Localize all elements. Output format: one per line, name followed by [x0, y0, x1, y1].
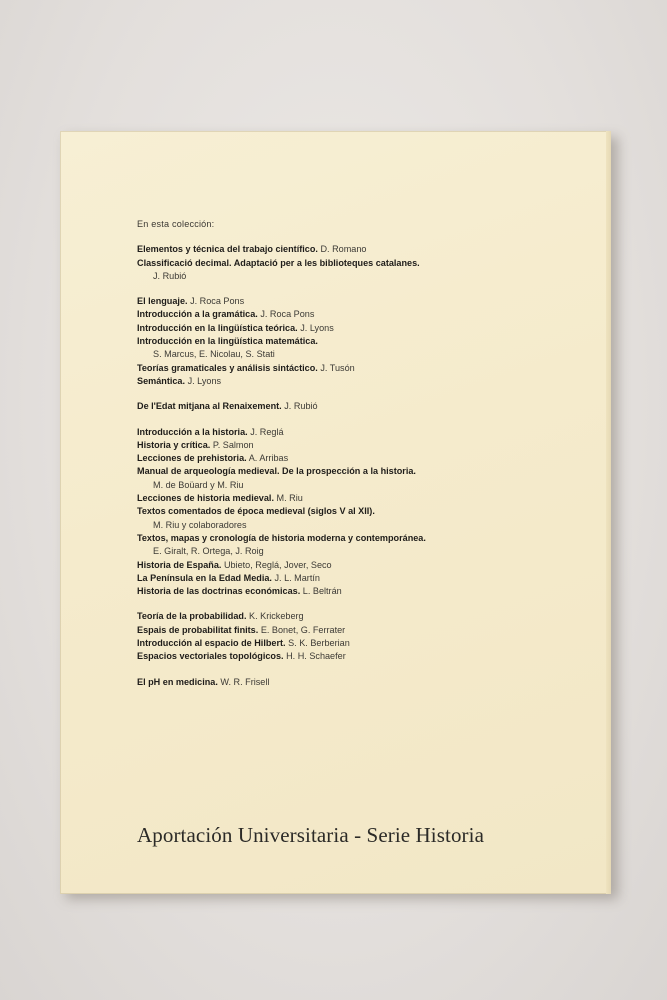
- book-author: P. Salmon: [212, 439, 254, 450]
- book-author: W. R. Frisell: [220, 676, 270, 687]
- book-entry: [137, 426, 597, 439]
- series-title: Aportación Universitaria - Serie Historia: [137, 823, 484, 847]
- book-entry: [137, 559, 597, 572]
- book-title: Textos comentados de época medieval (siglos V al XII).: [137, 506, 375, 517]
- book-title: Teorías gramaticales y análisis sintáctico.: [137, 362, 318, 373]
- book-entry: [137, 585, 597, 598]
- book-title: Teoría de la probabilidad.: [137, 611, 247, 622]
- book-author-continued: S. Marcus, E. Nicolau, S. Stati: [153, 349, 275, 360]
- book-entry: [137, 308, 597, 321]
- book-entry: [137, 322, 597, 335]
- book-author: J. Lyons: [187, 375, 222, 386]
- title-group: [137, 400, 597, 413]
- collection-intro: En esta colección:: [137, 219, 215, 229]
- book-author: A. Arribas: [248, 453, 289, 464]
- book-title: Espais de probabilitat finits.: [137, 624, 259, 635]
- book-entry: [137, 572, 597, 585]
- book-author: J. Rubió: [284, 401, 318, 412]
- book-entry: [137, 492, 597, 505]
- book-entry: [137, 452, 597, 465]
- book-author: J. Roca Pons: [260, 309, 315, 320]
- book-title: El lenguaje.: [137, 296, 188, 307]
- title-group: [137, 610, 597, 663]
- book-title: Introducción en la lingüística matemática.: [137, 336, 318, 347]
- book-title: Introducción al espacio de Hilbert.: [137, 638, 286, 649]
- book-author: Ubieto, Reglá, Jover, Seco: [223, 559, 332, 570]
- book-author-continued: J. Rubió: [153, 270, 187, 281]
- book-author: L. Beltrán: [302, 586, 342, 597]
- book-title: Textos, mapas y cronología de historia moderna y contemporánea.: [137, 532, 426, 543]
- book-title: Semántica.: [137, 375, 186, 386]
- book-title: Lecciones de historia medieval.: [137, 493, 274, 504]
- title-groups: [137, 243, 597, 689]
- book-author: S. K. Berberian: [288, 638, 350, 649]
- book-author: K. Krickeberg: [249, 611, 304, 622]
- cover-edge: [606, 131, 611, 894]
- book-title: El pH en medicina.: [137, 676, 218, 687]
- book-title: Lecciones de prehistoria.: [137, 453, 247, 464]
- book-author: E. Bonet, G. Ferrater: [260, 624, 346, 635]
- book-entry: [137, 505, 597, 532]
- book-author: H. H. Schaefer: [286, 651, 346, 662]
- book-author-continued: M. de Boüard y M. Riu: [153, 479, 244, 490]
- book-entry: [137, 532, 597, 559]
- book-title: Introducción a la gramática.: [137, 309, 258, 320]
- book-entry: [137, 637, 597, 650]
- book-author: M. Riu: [276, 493, 303, 504]
- book-title: Manual de arqueología medieval. De la prospección a la historia.: [137, 466, 416, 477]
- book-author: D. Romano: [320, 244, 367, 255]
- title-group: [137, 676, 597, 689]
- book-entry: [137, 439, 597, 452]
- book-entry: [137, 676, 597, 689]
- title-group: [137, 243, 597, 283]
- book-entry: [137, 610, 597, 623]
- book-title: Elementos y técnica del trabajo científico.: [137, 244, 318, 255]
- title-group: [137, 426, 597, 599]
- book-author: J. Tusón: [320, 362, 355, 373]
- book-title: Introducción en la lingüística teórica.: [137, 322, 298, 333]
- book-author: J. Roca Pons: [190, 296, 245, 307]
- book-title: Historia y crítica.: [137, 439, 211, 450]
- book-entry: [137, 624, 597, 637]
- book-title: Classificació decimal. Adaptació per a les biblioteques catalanes.: [137, 257, 420, 268]
- book-entry: [137, 400, 597, 413]
- title-group: [137, 295, 597, 388]
- book-author: J. Lyons: [300, 322, 334, 333]
- book-title: Historia de las doctrinas económicas.: [137, 586, 301, 597]
- book-author: J. L. Martín: [274, 572, 320, 583]
- book-author-continued: M. Riu y colaboradores: [153, 519, 247, 530]
- book-entry: [137, 243, 597, 256]
- book-entry: [137, 650, 597, 663]
- book-entry: [137, 362, 597, 375]
- book-title: De l'Edat mitjana al Renaixement.: [137, 401, 282, 412]
- book-author: J. Reglá: [250, 426, 284, 437]
- collection-list: [137, 218, 597, 701]
- book-back-cover: [60, 131, 611, 894]
- book-title: Introducción a la historia.: [137, 426, 248, 437]
- book-author-continued: E. Giralt, R. Ortega, J. Roig: [153, 546, 264, 557]
- book-title: Historia de España.: [137, 559, 222, 570]
- book-title: Espacios vectoriales topológicos.: [137, 651, 284, 662]
- book-entry: [137, 375, 597, 388]
- book-entry: [137, 465, 597, 492]
- book-title: La Península en la Edad Media.: [137, 572, 272, 583]
- book-entry: [137, 257, 597, 284]
- book-entry: [137, 295, 597, 308]
- book-entry: [137, 335, 597, 362]
